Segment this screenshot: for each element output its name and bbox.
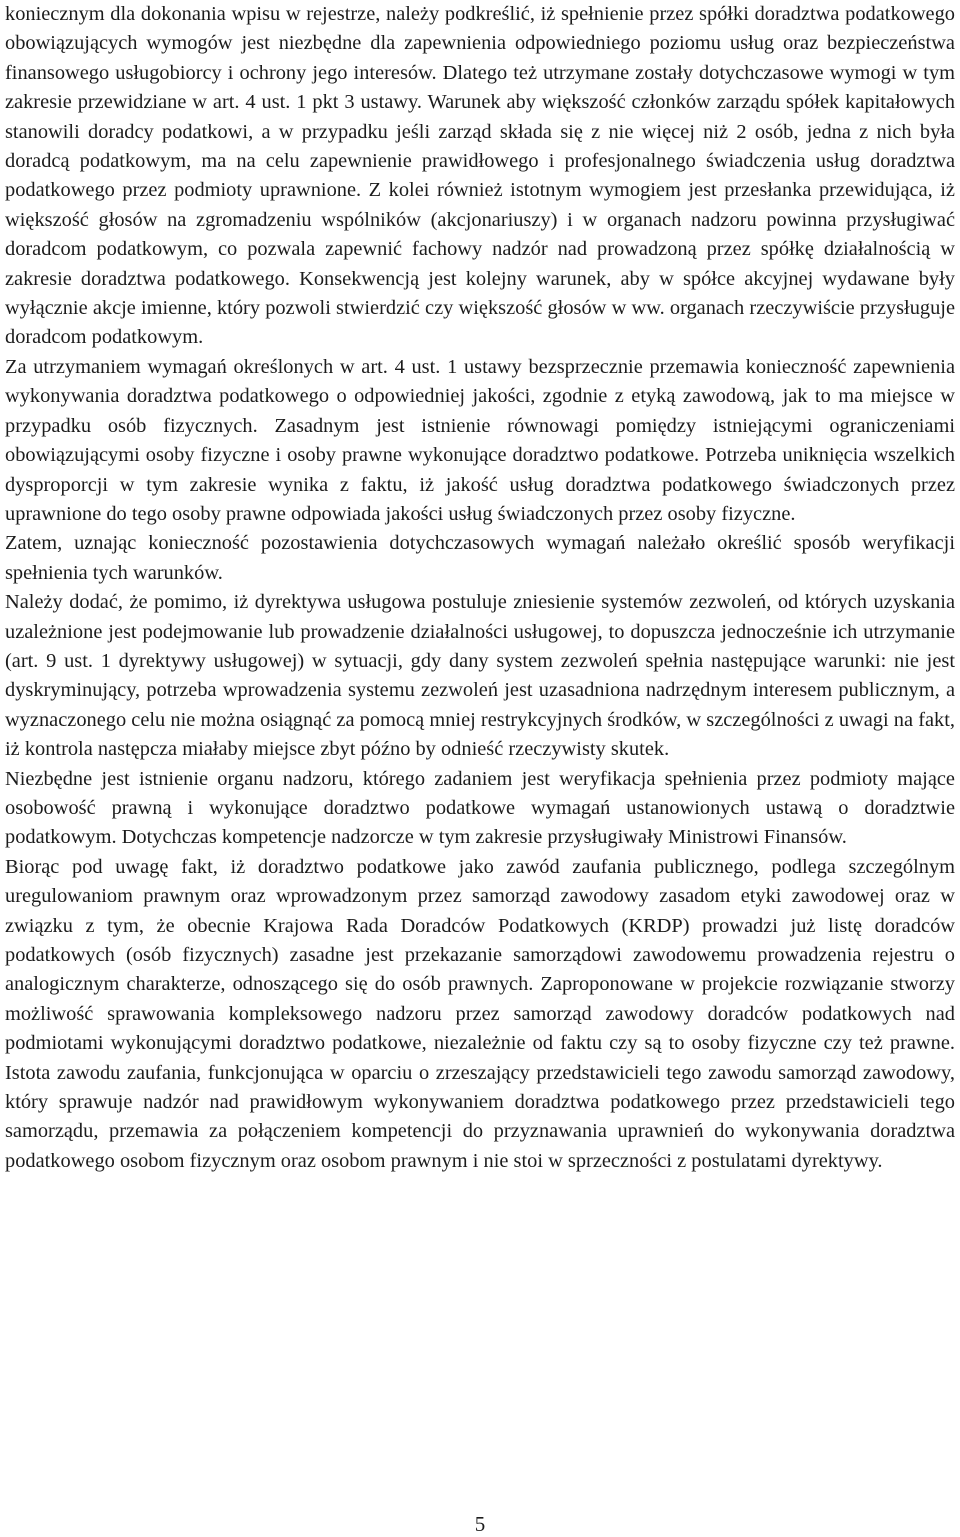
page-number: 5 <box>474 1512 486 1536</box>
paragraph: Niezbędne jest istnienie organu nadzoru, którego zadaniem jest weryfikacja spełnienia przez podmioty mające osobowość prawną i wykonujące doradztwo podatkowe wymagań ustanowionych ustawą o doradztwie podatkowym. Dotychczas kompetencje nadzorcze w tym zakresie przysługiwały Ministrowi Finansów. <box>5 767 955 849</box>
paragraph: Za utrzymaniem wymagań określonych w art. 4 ust. 1 ustawy bezsprzecznie przemawia konieczność zapewnienia wykonywania doradztwa podatkowego o odpowiedniej jakości, zgodnie z etyką zawodową, jak to ma miejsce w przypadku osób fizycznych. Zasadnym jest istnienie równowagi pomiędzy istniejącymi ograniczeniami obowiązującymi osoby fizyczne i osoby prawne wykonujące doradztwo podatkowe. Potrzeba uniknięcia wszelkich dysproporcji w tym zakresie wynika z faktu, iż jakość usług doradztwa podatkowego świadczonych przez uprawnione do tego osoby prawne odpowiada jakości usług świadczonych przez osoby fizyczne. <box>5 355 955 525</box>
paragraph: Biorąc pod uwagę fakt, iż doradztwo podatkowe jako zawód zaufania publicznego, podlega szczególnym uregulowaniom prawnym oraz wprowadzonym przez samorząd zawodowy zasadom etyki zawodowej oraz w związku z tym, że obecnie Krajowa Rada Doradców Podatkowych (KRDP) prowadzi już listę doradców podatkowych (osób fizycznych) zasadne jest przekazanie samorządowi zawodowemu prowadzenia rejestru o analogicznym charakterze, odnoszącego się do osób prawnych. Zaproponowane w projekcie rozwiązanie stworzy możliwość sprawowania kompleksowego nadzoru przez samorząd zawodowy doradców podatkowych nad podmiotami wykonującymi doradztwo podatkowe, niezależnie od faktu czy są to osoby fizyczne czy też prawne. Istota zawodu zaufania, funkcjonująca w oparciu o zrzeszający przedstawicieli tego zawodu samorząd zawodowy, który sprawuje nadzór nad prawidłowym wykonywaniem doradztwa podatkowego przez przedstawicieli tego samorządu, przemawia za połączeniem kompetencji do przyznawania uprawnień do wykonywania doradztwa podatkowego osobom fizycznym oraz osobom prawnym i nie stoi w sprzeczności z postulatami dyrektywy. <box>5 855 955 1172</box>
paragraph: Zatem, uznając konieczność pozostawienia dotychczasowych wymagań należało określić sposób weryfikacji spełnienia tych warunków. <box>5 532 955 584</box>
document-body <box>5 0 955 1176</box>
paragraph: koniecznym dla dokonania wpisu w rejestrze, należy podkreślić, iż spełnienie przez spółki doradztwa podatkowego obowiązujących wymogów jest niezbędne dla zapewnienia odpowiedniego poziomu usług oraz bezpieczeństwa finansowego usługobiorcy i ochrony jego interesów. Dlatego też utrzymane zostały dotychczasowe wymogi w tym zakresie przewidziane w art. 4 ust. 1 pkt 3 ustawy. Warunek aby większość członków zarządu spółek kapitałowych stanowili doradcy podatkowi, a w przypadku jeśli zarząd składa się z nie więcej niż 2 osób, jedna z nich była doradcą podatkowym, ma na celu zapewnienie prawidłowego i profesjonalnego świadczenia usług doradztwa podatkowego przez podmioty uprawnione. Z kolei również istotnym wymogiem jest przesłanka przewidująca, iż większość głosów na zgromadzeniu wspólników (akcjonariuszy) i w organach nadzoru powinna przysługiwać doradcom podatkowym, co pozwala zapewnić fachowy nadzór nad prowadzoną przez spółkę działalnością w zakresie doradztwa podatkowego. Konsekwencją jest kolejny warunek, aby w spółce akcyjnej wydawane były wyłącznie akcje imienne, który pozwoli stwierdzić czy większość głosów w ww. organach rzeczywiście przysługuje doradcom podatkowym. <box>5 3 955 349</box>
paragraph: Należy dodać, że pomimo, iż dyrektywa usługowa postuluje zniesienie systemów zezwoleń, od których uzyskania uzależnione jest podejmowanie lub prowadzenie działalności usługowej, to dopuszcza jednocześnie ich utrzymanie (art. 9 ust. 1 dyrektywy usługowej) w sytuacji, gdy dany system zezwoleń spełnia następujące warunki: nie jest dyskryminujący, potrzeba wprowadzenia systemu zezwoleń jest uzasadniona nadrzędnym interesem publicznym, a wyznaczonego celu nie można osiągnąć za pomocą mniej restrykcyjnych środków, w szczególności z uwagi na fakt, iż kontrola następcza miałaby miejsce zbyt późno by odnieść rzeczywisty skutek. <box>5 591 955 761</box>
